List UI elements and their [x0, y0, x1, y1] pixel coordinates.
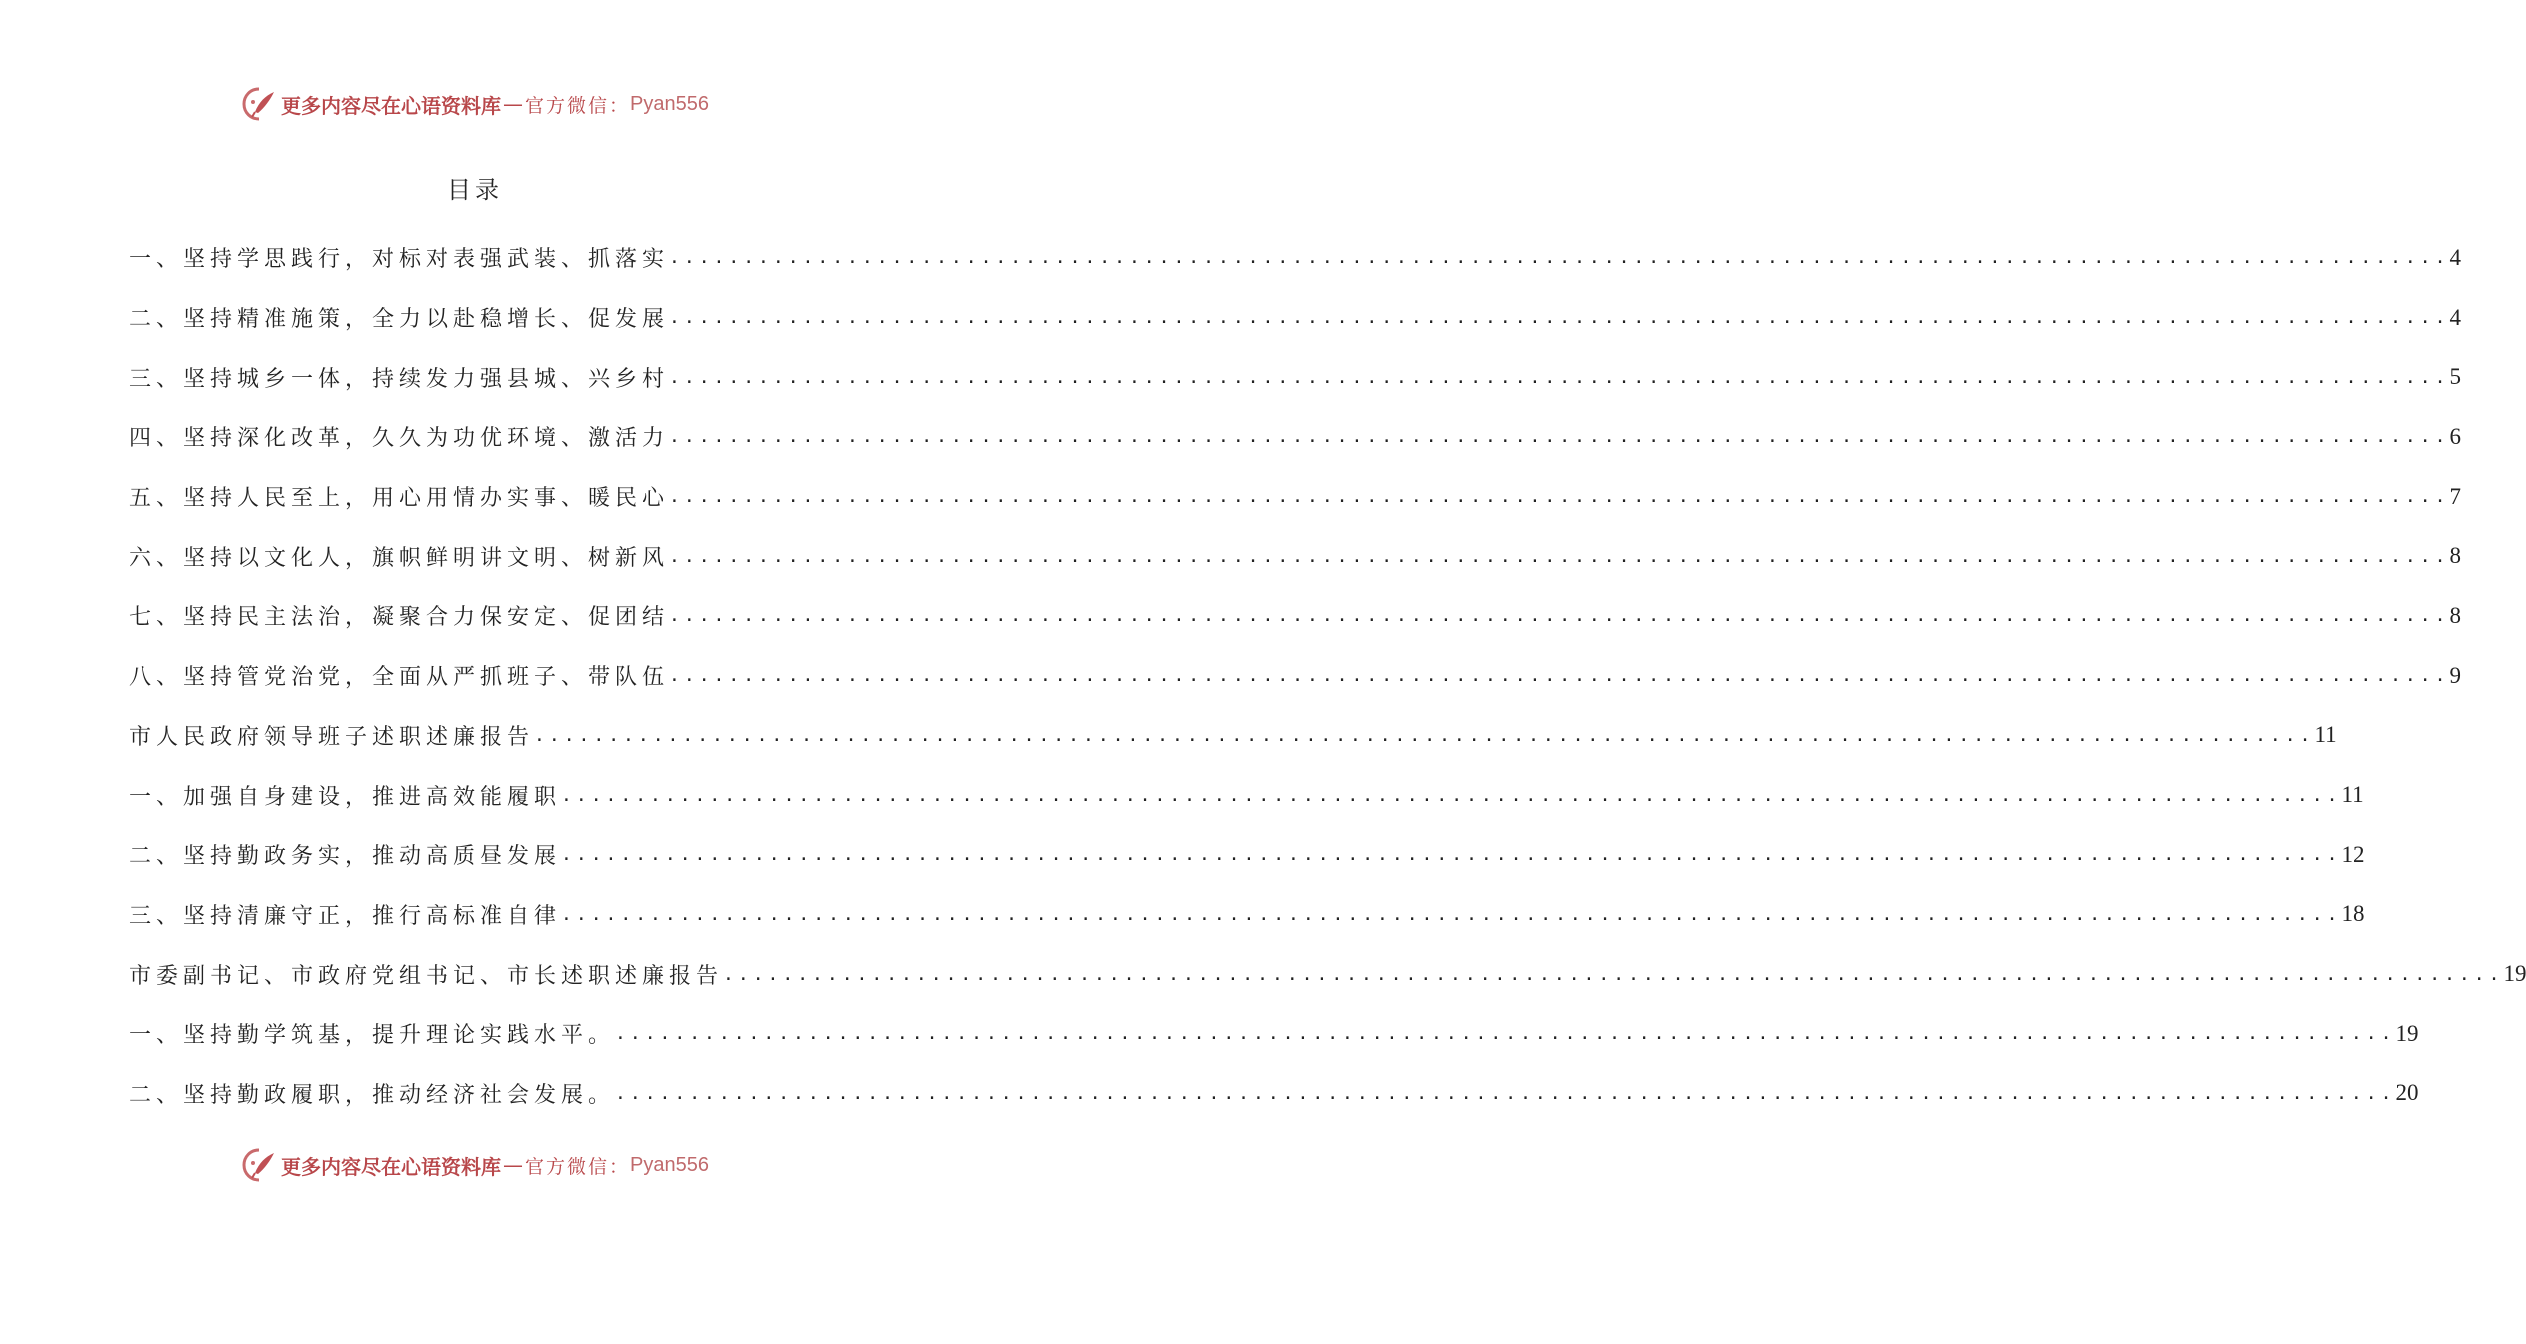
watermark-wechat-label: 官方微信：: [525, 1155, 631, 1178]
toc-entry[interactable]: [129, 407, 2461, 467]
toc-entry-text: 一、坚持勤学筑基，提升理论实践水平。: [129, 1023, 616, 1049]
toc-entry-text: 六、坚持以文化人，旗帜鲜明讲文明、树新风: [129, 545, 670, 571]
toc-entry-page: 8: [2449, 543, 2461, 569]
toc-entry[interactable]: [129, 228, 2461, 288]
toc-leader-dots: ........................................................................................................................: [561, 903, 2342, 925]
watermark-banner-top: [0, 84, 950, 124]
toc-entry-text: 二、坚持精准施策，全力以赴稳增长、促发展: [129, 307, 670, 333]
toc-entry-page: 7: [2449, 483, 2461, 509]
toc-entry[interactable]: [129, 1004, 2419, 1064]
toc-entry[interactable]: [129, 586, 2461, 646]
toc-entry-page: 4: [2449, 304, 2461, 330]
toc-entry-page: 6: [2449, 423, 2461, 449]
toc-entry-text: 市委副书记、市政府党组书记、市长述职述廉报告: [129, 963, 724, 989]
toc-entry-text: 二、坚持勤政履职，推动经济社会发展。: [129, 1082, 616, 1108]
watermark-text: 更多内容尽在心语资料库: [281, 93, 501, 118]
toc-entry[interactable]: [129, 467, 2461, 527]
toc-leader-dots: ........................................................................................................................: [615, 1082, 2396, 1104]
quill-logo-icon: [241, 1147, 277, 1183]
toc-leader-dots: ........................................................................................................................: [534, 724, 2315, 746]
toc-leader-dots: ........................................................................................................................: [669, 665, 2450, 687]
toc-entry[interactable]: [129, 765, 2364, 825]
toc-entry-page: 11: [2314, 722, 2337, 748]
toc-entry[interactable]: [129, 825, 2365, 885]
toc-entry-text: 二、坚持勤政务实，推动高质昼发展: [129, 844, 562, 870]
toc-leader-dots: ........................................................................................................................: [561, 784, 2342, 806]
toc-entry-text: 一、坚持学思践行，对标对表强武装、抓落实: [129, 247, 670, 273]
toc-entry[interactable]: [129, 885, 2365, 945]
toc-entry-page: 8: [2449, 602, 2461, 628]
toc-entry-page: 19: [2503, 961, 2526, 987]
toc-entry-text: 七、坚持民主法治，凝聚合力保安定、促团结: [129, 605, 670, 631]
toc-entry-page: 9: [2449, 662, 2461, 688]
toc-entry-text: 四、坚持深化改革，久久为功优环境、激活力: [129, 426, 670, 452]
toc-entry[interactable]: [129, 526, 2461, 586]
toc-leader-dots: ........................................................................................................................: [669, 545, 2450, 567]
toc-entry-page: 11: [2341, 782, 2364, 808]
watermark-banner-bottom: [0, 1145, 950, 1185]
toc-leader-dots: ........................................................................................................................: [561, 844, 2342, 866]
watermark-text: 更多内容尽在心语资料库: [281, 1154, 501, 1179]
toc-entry-text: 市人民政府领导班子述职述廉报告: [129, 724, 535, 750]
toc-entry-page: 20: [2395, 1080, 2419, 1106]
toc-leader-dots: ........................................................................................................................: [669, 366, 2450, 388]
toc-entry[interactable]: [129, 646, 2461, 706]
toc-entry-page: 5: [2449, 364, 2461, 390]
watermark-wechat-label: 官方微信：: [525, 94, 631, 117]
watermark-wechat-id: Pyan556: [630, 92, 709, 115]
toc-title: 目录: [447, 176, 503, 204]
toc-leader-dots: ........................................................................................................................: [615, 1023, 2396, 1045]
watermark-separator: —: [503, 1153, 523, 1177]
toc-entry-page: 18: [2341, 901, 2365, 927]
toc-entry[interactable]: [129, 288, 2461, 348]
toc-entry-page: 19: [2395, 1020, 2419, 1046]
toc-leader-dots: ........................................................................................................................: [669, 247, 2450, 269]
watermark-separator: —: [503, 92, 523, 116]
toc-entry-text: 五、坚持人民至上，用心用情办实事、暖民心: [129, 486, 670, 512]
toc-entry[interactable]: [129, 944, 2526, 1004]
toc-leader-dots: ........................................................................................................................: [669, 605, 2450, 627]
toc-entry-text: 一、加强自身建设，推进高效能履职: [129, 784, 562, 810]
watermark-wechat-id: Pyan556: [630, 1153, 709, 1176]
toc-entry-page: 12: [2341, 841, 2365, 867]
toc-entry[interactable]: [129, 1064, 2419, 1124]
toc-entry-text: 三、坚持城乡一体，持续发力强县城、兴乡村: [129, 366, 670, 392]
toc-leader-dots: ........................................................................................................................: [669, 486, 2450, 508]
toc-entry-text: 八、坚持管党治党，全面从严抓班子、带队伍: [129, 665, 670, 691]
toc-leader-dots: ........................................................................................................................: [669, 426, 2450, 448]
toc-entry-page: 4: [2449, 244, 2461, 270]
toc-leader-dots: ........................................................................................................................: [669, 307, 2450, 329]
toc-list: [129, 228, 2526, 1123]
toc-entry[interactable]: [129, 347, 2461, 407]
toc-entry-text: 三、坚持清廉守正，推行高标准自律: [129, 903, 562, 929]
toc-entry[interactable]: [129, 706, 2337, 766]
toc-leader-dots: ........................................................................................................................: [723, 963, 2504, 985]
quill-logo-icon: [241, 86, 277, 122]
